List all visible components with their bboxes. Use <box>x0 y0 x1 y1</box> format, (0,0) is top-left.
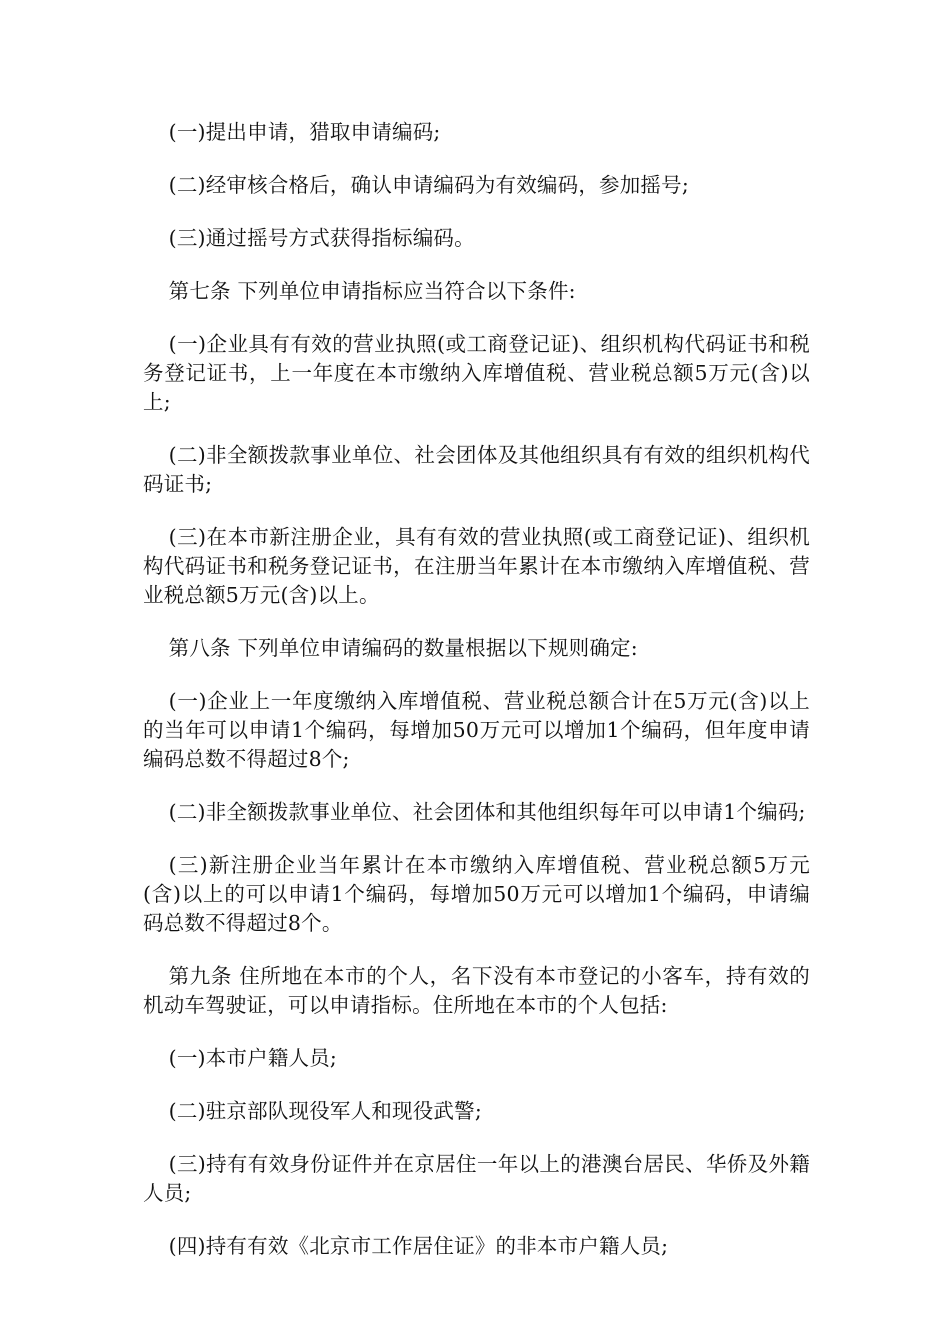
paragraph: (一)企业上一年度缴纳入库增值税、营业税总额合计在5万元(含)以上的当年可以申请1个编码，每增加50万元可以增加1个编码，但年度申请编码总数不得超过8个; <box>143 689 810 771</box>
paragraph: (四)持有有效《北京市工作居住证》的非本市户籍人员; <box>168 1234 669 1258</box>
paragraph: (二)驻京部队现役军人和现役武警; <box>168 1099 482 1123</box>
article-heading: 第八条 下列单位申请编码的数量根据以下规则确定: <box>168 636 638 660</box>
paragraph: (三)在本市新注册企业，具有有效的营业执照(或工商登记证)、组织机构代码证书和税务登记证书，在注册当年累计在本市缴纳入库增值税、营业税总额5万元(含)以上。 <box>143 525 810 607</box>
paragraph: (二)经审核合格后，确认申请编码为有效编码，参加摇号; <box>168 173 689 197</box>
paragraph: (一)企业具有有效的营业执照(或工商登记证)、组织机构代码证书和税务登记证书，上一年度在本市缴纳入库增值税、营业税总额5万元(含)以上; <box>143 332 810 414</box>
paragraph: (三)新注册企业当年累计在本市缴纳入库增值税、营业税总额5万元(含)以上的可以申请1个编码，每增加50万元可以增加1个编码，申请编码总数不得超过8个。 <box>143 853 810 935</box>
paragraph: (一)本市户籍人员; <box>168 1046 338 1070</box>
article-heading: 第七条 下列单位申请指标应当符合以下条件: <box>168 279 576 303</box>
paragraph: (二)非全额拨款事业单位、社会团体及其他组织具有有效的组织机构代码证书; <box>143 443 810 496</box>
paragraph: (三)持有有效身份证件并在京居住一年以上的港澳台居民、华侨及外籍人员; <box>143 1152 810 1205</box>
paragraph: (一)提出申请，猎取申请编码; <box>168 120 441 144</box>
article-heading: 第九条 住所地在本市的个人，名下没有本市登记的小客车，持有效的机动车驾驶证，可以申请指标。住所地在本市的个人包括: <box>143 964 810 1017</box>
document-body <box>143 118 810 1285</box>
paragraph: (三)通过摇号方式获得指标编码。 <box>168 226 475 250</box>
paragraph: (二)非全额拨款事业单位、社会团体和其他组织每年可以申请1个编码; <box>168 800 806 824</box>
